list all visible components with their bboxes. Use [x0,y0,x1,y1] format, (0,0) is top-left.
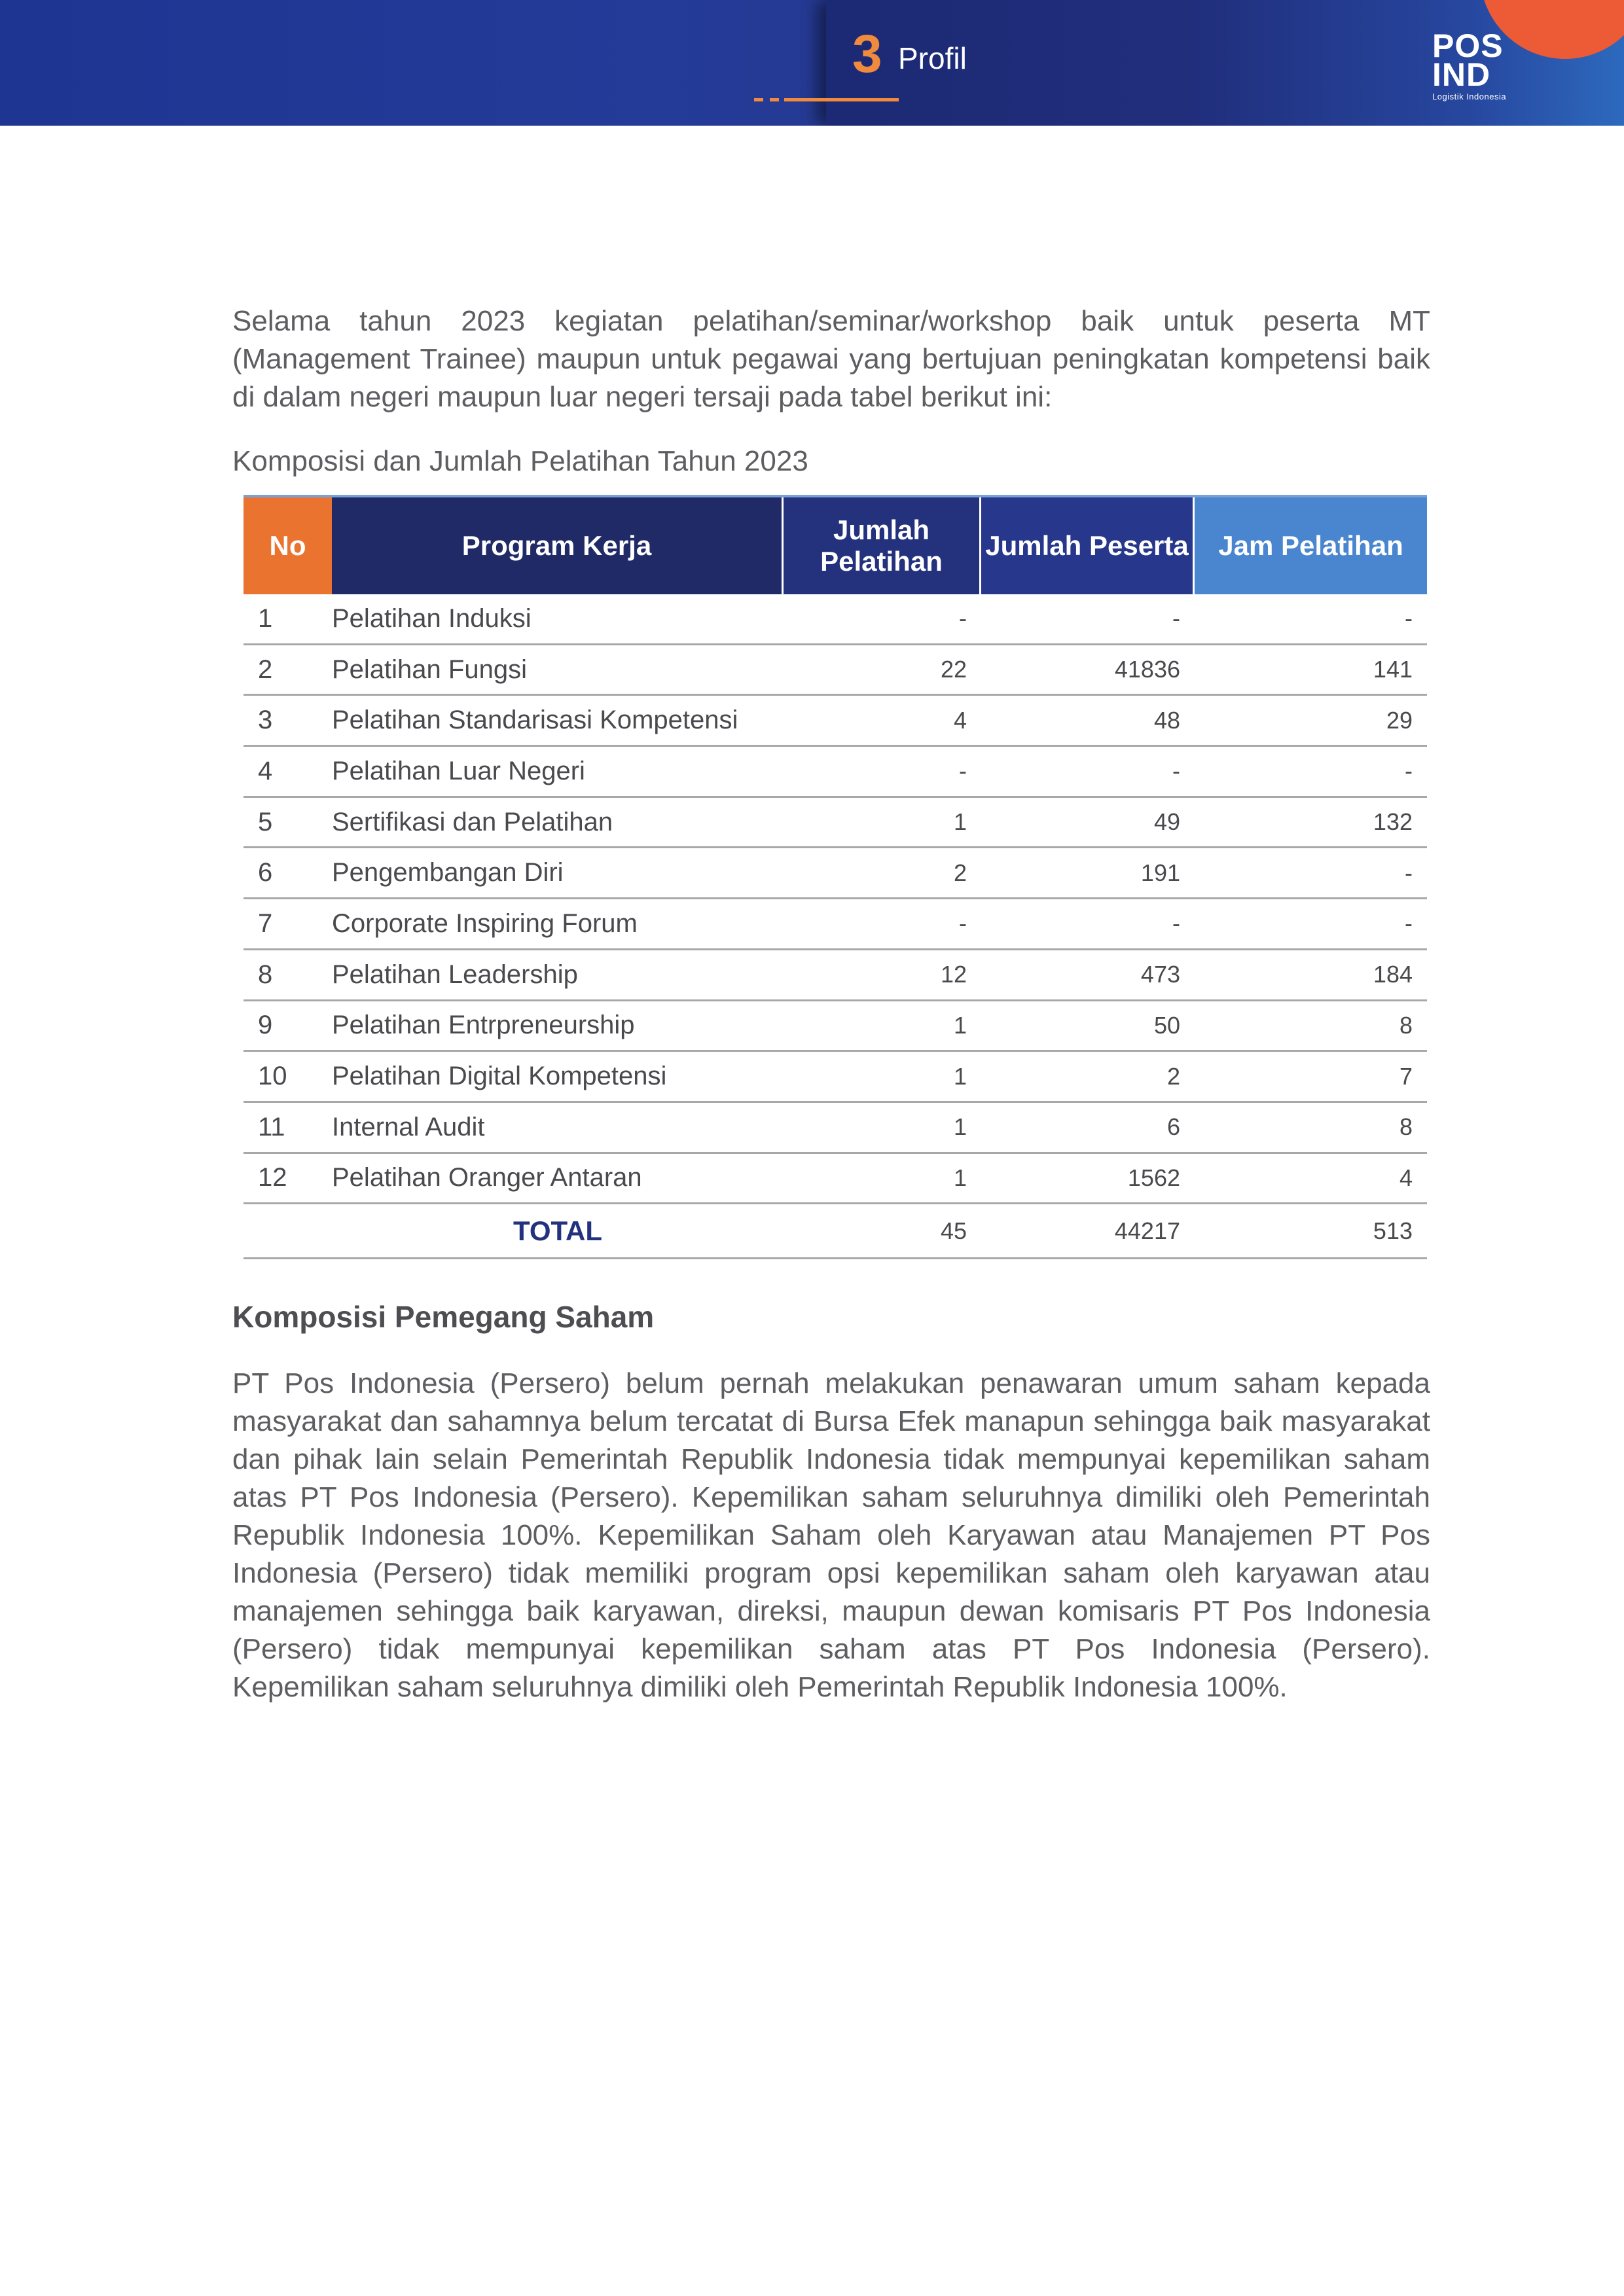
logo-line-2: IND [1432,56,1491,93]
header-program-kerja: Program Kerja [332,497,784,594]
logo-tagline: Logistik Indonesia [1432,92,1507,101]
table-row [244,696,1427,747]
cell-jumlah-pelatihan: - [959,910,967,937]
table-caption: Komposisi dan Jumlah Pelatihan Tahun 2023 [232,445,808,477]
page-header [0,0,1624,126]
cell-jumlah-pelatihan: - [959,605,967,632]
cell-no: 7 [258,908,273,938]
shareholder-paragraph: PT Pos Indonesia (Persero) belum pernah melakukan penawaran umum saham kepada masyarakat dan sahamnya belum tercatat di Bursa Efek manapun sehingga baik masyarakat dan pihak lain selain Pemerintah Republik Indonesia tidak mempunyai kepemilikan saham atas PT Pos Indonesia (Persero). Kepemilikan saham seluruhnya dimiliki oleh Pemerintah Republik Indonesia 100%. Kepemilikan Saham oleh Karyawan atau Manajemen PT Pos Indonesia (Persero) tidak memiliki program opsi kepemilikan saham oleh karyawan atau manajemen sehingga baik karyawan, direksi, maupun dewan komisaris PT Pos Indonesia (Persero) tidak mempunyai kepemilikan saham atas PT Pos Indonesia (Persero). Kepemilikan saham seluruhnya dimiliki oleh Pemerintah Republik Indonesia 100%. [232,1367,1430,1703]
cell-jumlah-pelatihan: 1 [953,808,967,836]
cell-jam-pelatihan: 132 [1373,808,1413,836]
cell-jam-pelatihan: - [1405,757,1413,785]
cell-no: 4 [258,756,273,785]
cell-jam-pelatihan: - [1405,910,1413,937]
cell-no: 2 [258,655,273,684]
cell-jumlah-pelatihan: 1 [953,1113,967,1141]
table-row [244,798,1427,849]
logo-line-1: POS [1432,27,1504,64]
cell-program: Pelatihan Leadership [332,960,578,989]
cell-jam-pelatihan: 29 [1386,706,1413,734]
total-jumlah-peserta: 44217 [1114,1217,1180,1244]
cell-jumlah-peserta: - [1172,910,1180,937]
cell-program: Pelatihan Standarisasi Kompetensi [332,706,738,735]
cell-jam-pelatihan: 141 [1373,656,1413,683]
table-total-row [244,1204,1427,1259]
cell-no: 10 [258,1062,287,1091]
cell-jumlah-peserta: 50 [1153,1011,1180,1039]
total-jumlah-pelatihan: 45 [940,1217,967,1244]
cell-jumlah-pelatihan: 1 [953,1164,967,1191]
title-underline-dash [754,98,763,101]
cell-program: Pelatihan Induksi [332,603,532,633]
cell-jumlah-peserta: 2 [1166,1062,1180,1090]
cell-jumlah-peserta: 1562 [1127,1164,1180,1191]
header-jumlah-pelatihan-label: Jumlah Pelatihan [820,514,943,577]
cell-jumlah-peserta: 6 [1166,1113,1180,1141]
table-row [244,1154,1427,1205]
training-table [244,495,1427,1259]
cell-jumlah-peserta: - [1172,605,1180,632]
cell-jam-pelatihan: - [1405,859,1413,886]
table-row [244,1103,1427,1154]
cell-jumlah-pelatihan: 2 [953,859,967,886]
table-row [244,747,1427,798]
cell-jumlah-pelatihan: 12 [940,961,967,988]
cell-jumlah-peserta: 473 [1140,961,1180,988]
cell-jumlah-peserta: 49 [1153,808,1180,836]
cell-no: 12 [258,1163,287,1193]
cell-no: 8 [258,960,273,989]
table-row [244,899,1427,950]
cell-program: Sertifikasi dan Pelatihan [332,807,613,836]
cell-jam-pelatihan: 184 [1373,961,1413,988]
cell-jumlah-pelatihan: 1 [953,1062,967,1090]
total-label: TOTAL [513,1215,603,1246]
cell-jumlah-pelatihan: 22 [940,656,967,683]
pos-ind-logo [1432,27,1507,101]
cell-jumlah-pelatihan: 4 [953,706,967,734]
total-jam-pelatihan: 513 [1373,1217,1413,1244]
cell-program: Pelatihan Entrpreneurship [332,1011,635,1040]
cell-no: 11 [258,1112,285,1141]
cell-jam-pelatihan: - [1405,605,1413,632]
cell-no: 3 [258,706,273,735]
cell-jam-pelatihan: 7 [1399,1062,1413,1090]
cell-no: 9 [258,1011,273,1040]
cell-jumlah-pelatihan: 1 [953,1011,967,1039]
table-row [244,1052,1427,1103]
title-underline-dash [770,98,779,101]
table-body [244,594,1427,1204]
cell-no: 6 [258,858,273,888]
cell-jumlah-pelatihan: - [959,757,967,785]
chapter-number: 3 [852,24,882,84]
header-jam-pelatihan: Jam Pelatihan [1195,497,1427,594]
cell-program: Pengembangan Diri [332,858,564,888]
chapter-title: Profil [898,41,967,75]
cell-jumlah-peserta: 48 [1153,706,1180,734]
title-underline [784,98,899,101]
table-row [244,848,1427,899]
header-jumlah-pelatihan [784,497,981,594]
table-row [244,1001,1427,1052]
cell-jumlah-peserta: 191 [1140,859,1180,886]
section-heading: Komposisi Pemegang Saham [232,1300,655,1334]
cell-program: Pelatihan Digital Kompetensi [332,1062,667,1091]
cell-program: Internal Audit [332,1112,485,1141]
cell-jam-pelatihan: 8 [1399,1113,1413,1141]
cell-no: 5 [258,807,273,836]
cell-jam-pelatihan: 8 [1399,1011,1413,1039]
cell-no: 1 [258,603,273,633]
header-jumlah-peserta: Jumlah Peserta [981,497,1195,594]
cell-program: Corporate Inspiring Forum [332,908,638,938]
table-row [244,950,1427,1001]
cell-program: Pelatihan Luar Negeri [332,756,585,785]
table-row [244,594,1427,645]
table-header-row [244,495,1427,594]
intro-paragraph: Selama tahun 2023 kegiatan pelatihan/seminar/workshop baik untuk peserta MT (Management Trainee) maupun untuk pegawai yang bertujuan peningkatan kompetensi baik di dalam negeri maupun luar negeri tersaji pada tabel berikut ini: [232,305,1430,413]
table-row [244,645,1427,696]
cell-jumlah-peserta: 41836 [1114,656,1180,683]
cell-jam-pelatihan: 4 [1399,1164,1413,1191]
cell-program: Pelatihan Fungsi [332,655,527,684]
header-no: No [244,497,332,594]
cell-program: Pelatihan Oranger Antaran [332,1163,642,1193]
cell-jumlah-peserta: - [1172,757,1180,785]
